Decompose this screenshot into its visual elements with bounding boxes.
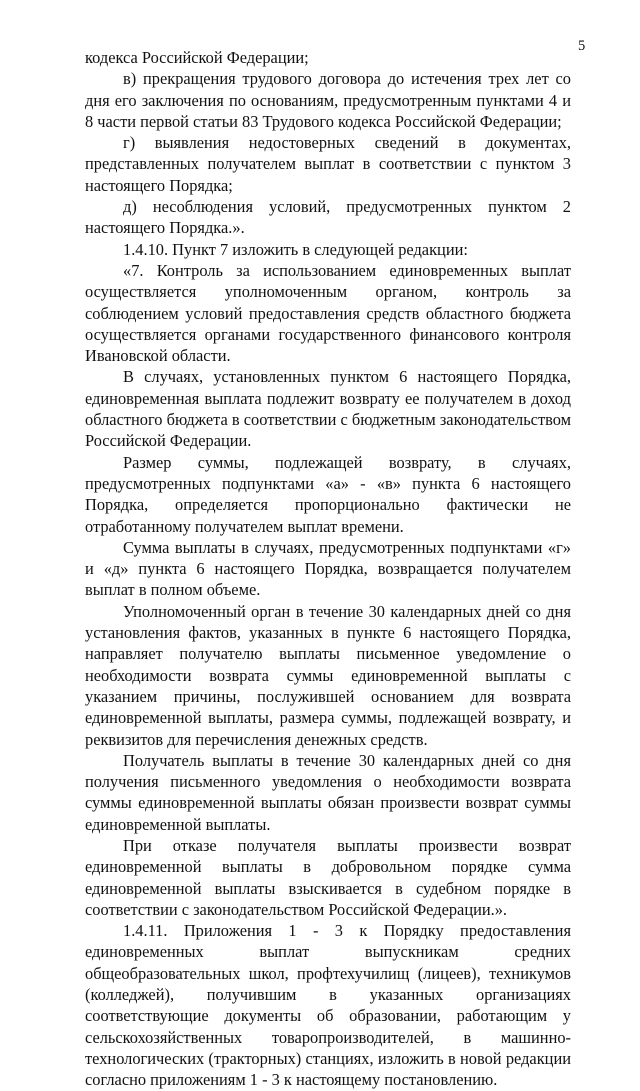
paragraph-item-g: г) выявления недостоверных сведений в документах, представленных получателем выплат в соответствии с пунктом 3 настоящего Порядка; <box>85 133 571 195</box>
paragraph-1-4-11: 1.4.11. Приложения 1 - 3 к Порядку предоставления единовременных выплат выпускникам средних общеобразовательных школ, профтехучилищ (лицеев), техникумов (колледжей), получившим в указанных организациях соответствующие документы об образовании, работающим у сельскохозяйственных товаропроизводителей, в машинно-технологических (тракторных) станциях, изложить в новой редакции согласно приложениям 1 - 3 к настоящему постановлению. <box>85 921 571 1090</box>
paragraph-continuation: кодекса Российской Федерации; <box>85 48 309 67</box>
page-number: 5 <box>578 38 586 54</box>
paragraph-refusal: При отказе получателя выплаты произвести возврат единовременной выплаты в добровольном порядке сумма единовременной выплаты взыскивается в судебном порядке в соответствии с законодательством Российской Федерации.». <box>85 835 571 919</box>
paragraph-notification: Уполномоченный орган в течение 30 календарных дней со дня установления фактов, указанных в пункте 6 настоящего Порядка, направляет получателю выплаты письменное уведомление о необходимости возврата суммы единовременной выплаты с указанием причины, послужившей основанием для возврата единовременной выплаты, размера суммы, подлежащей возврату, и реквизитов для перечисления денежных средств. <box>85 601 571 749</box>
document-body <box>85 47 571 1091</box>
paragraph-full-refund: Сумма выплаты в случаях, предусмотренных подпунктами «г» и «д» пункта 6 настоящего Порядка, возвращается получателем выплат в полном объеме. <box>85 537 571 600</box>
paragraph-refund-cases: В случаях, установленных пунктом 6 настоящего Порядка, единовременная выплата подлежит возврату ее получателем в доход областного бюджета в соответствии с бюджетным законодательством Российской Федерации. <box>85 367 571 451</box>
paragraph-recipient-obligation: Получатель выплаты в течение 30 календарных дней со дня получения письменного уведомления о необходимости возврата суммы единовременной выплаты обязан произвести возврат суммы единовременной выплаты. <box>85 750 571 834</box>
paragraph-point-7: «7. Контроль за использованием единовременных выплат осуществляется уполномоченным органом, контроль за соблюдением условий предоставления средств областного бюджета осуществляется органами государственного финансового контроля Ивановской области. <box>85 260 571 366</box>
paragraph-refund-amount: Размер суммы, подлежащей возврату, в случаях, предусмотренных подпунктами «а» - «в» пункта 6 настоящего Порядка, определяется пропорционально фактически не отработанному получателем выплат времени. <box>85 452 571 536</box>
paragraph-1-4-10: 1.4.10. Пункт 7 изложить в следующей редакции: <box>123 239 468 259</box>
paragraph-item-v: в) прекращения трудового договора до истечения трех лет со дня его заключения по основаниям, предусмотренным пунктами 4 и 8 части первой статьи 83 Трудового кодекса Российской Федерации; <box>85 69 571 131</box>
paragraph-item-d: д) несоблюдения условий, предусмотренных пунктом 2 настоящего Порядка.». <box>85 197 571 238</box>
